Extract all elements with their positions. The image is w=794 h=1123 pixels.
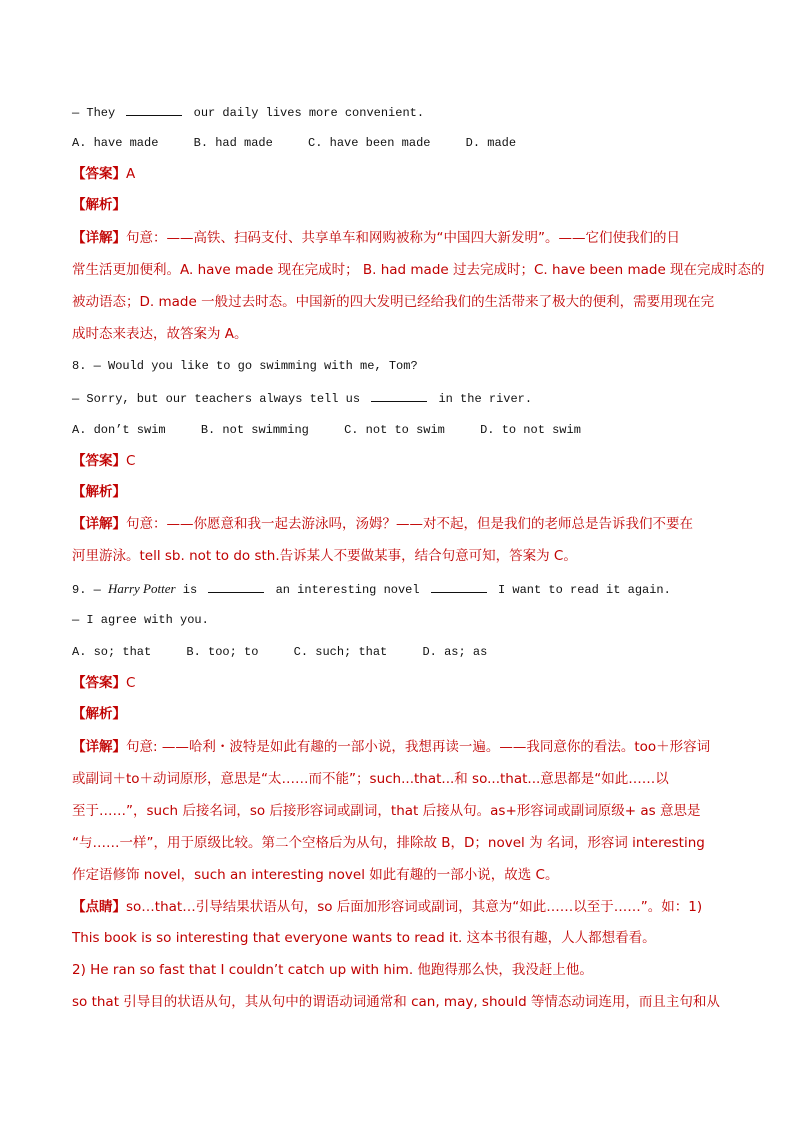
q8-option-a: A. don’t swim bbox=[72, 423, 166, 437]
q9-detail-4: “与……一样”，用于原级比较。第二个空格后为从句，排除故 B，D；novel 为 名词，形容词 interesting bbox=[72, 835, 705, 851]
detail-label: 【详解】 bbox=[72, 739, 126, 755]
q8-stem-1: 8. — Would you like to go swimming with me, Tom? bbox=[72, 359, 418, 373]
q9-detail-text-1: 句意: ——哈利・波特是如此有趣的一部小说，我想再读一遍。——我同意你的看法。too＋形容词 bbox=[126, 739, 711, 755]
q9-option-d: D. as; as bbox=[422, 645, 488, 659]
answer-label: 【答案】 bbox=[72, 166, 126, 182]
analysis-label: 【解析】 bbox=[72, 706, 126, 722]
q8-blank bbox=[371, 390, 427, 402]
q7-analysis bbox=[72, 197, 732, 213]
q9-stem-mid: an interesting novel bbox=[275, 583, 420, 597]
q8-detail-1 bbox=[72, 516, 732, 532]
analysis-label: 【解析】 bbox=[72, 484, 126, 500]
q8-detail-2: 河里游泳。tell sb. not to do sth.告诉某人不要做某事，结合句意可知，答案为 C。 bbox=[72, 548, 577, 564]
q7-stem-pre: — They bbox=[72, 106, 116, 120]
q9-option-b: B. too; to bbox=[186, 645, 259, 659]
q9-detail-2: 或副词＋to＋动词原形，意思是“太……而不能”；such...that...和 so...that...意思都是“如此……以 bbox=[72, 771, 669, 787]
q9-blank-2 bbox=[431, 581, 487, 593]
q9-option-a: A. so; that bbox=[72, 645, 152, 659]
q9-detail-5: 作定语修饰 novel，such an interesting novel 如此有趣的一部小说，故选 C。 bbox=[72, 867, 559, 883]
q9-analysis bbox=[72, 706, 732, 722]
q8-stem-2 bbox=[72, 390, 732, 407]
q9-option-c: C. such; that bbox=[293, 645, 388, 659]
q9-tip-1 bbox=[72, 899, 732, 915]
q9-detail-1 bbox=[72, 739, 732, 755]
q7-detail-text-1: 句意：——高铁、扫码支付、共享单车和网购被称为“中国四大新发明”。——它们使我们的日 bbox=[126, 230, 680, 246]
q7-detail-4: 成时态来表达，故答案为 A。 bbox=[72, 326, 248, 342]
q7-option-b: B. had made bbox=[193, 136, 273, 150]
tip-label: 【点睛】 bbox=[72, 899, 126, 915]
q9-blank-1 bbox=[208, 581, 264, 593]
q7-options bbox=[72, 135, 732, 151]
q9-answer-value: C bbox=[126, 675, 136, 691]
q8-stem-post: in the river. bbox=[438, 392, 533, 406]
q9-tip-3: 2) He ran so fast that I couldn’t catch up with him. 他跑得那么快，我没赶上他。 bbox=[72, 962, 593, 978]
q9-is: is bbox=[182, 583, 198, 597]
q8-stem-pre: — Sorry, but our teachers always tell us bbox=[72, 392, 361, 406]
q9-tip-2: This book is so interesting that everyone wants to read it. 这本书很有趣，人人都想看看。 bbox=[72, 930, 656, 946]
q7-blank bbox=[126, 104, 182, 116]
q7-option-a: A. have made bbox=[72, 136, 159, 150]
detail-label: 【详解】 bbox=[72, 516, 126, 532]
q7-option-c: C. have been made bbox=[308, 136, 431, 150]
q7-detail-3: 被动语态；D. made 一般过去时态。中国新的四大发明已经给我们的生活带来了极大的便利，需要用现在完 bbox=[72, 294, 715, 310]
q8-option-d: D. to not swim bbox=[480, 423, 581, 437]
q8-detail-text-1: 句意：——你愿意和我一起去游泳吗，汤姆？——对不起，但是我们的老师总是告诉我们不要在 bbox=[126, 516, 693, 532]
q9-tip-4: so that 引导目的状语从句，其从句中的谓语动词通常和 can, may, should 等情态动词连用，而且主句和从 bbox=[72, 994, 720, 1010]
q7-stem bbox=[72, 104, 732, 121]
q9-stem-post: I want to read it again. bbox=[498, 583, 671, 597]
q9-detail-3: 至于……”，such 后接名词，so 后接形容词或副词，that 后接从句。as+形容词或副词原级+ as 意思是 bbox=[72, 803, 701, 819]
detail-label: 【详解】 bbox=[72, 230, 126, 246]
q7-detail-1 bbox=[72, 230, 732, 246]
q7-detail-2: 常生活更加便利。A. have made 现在完成时； B. had made 过去完成时；C. have been made 现在完成时态的 bbox=[72, 262, 765, 278]
q9-answer bbox=[72, 675, 732, 691]
q7-stem-post: our daily lives more convenient. bbox=[193, 106, 425, 120]
q8-options bbox=[72, 422, 732, 438]
q9-tip-text-1: so…that…引导结果状语从句，so 后面加形容词或副词，其意为“如此……以至于……”。如：1) bbox=[126, 899, 703, 915]
q8-analysis bbox=[72, 484, 732, 500]
q7-answer bbox=[72, 166, 732, 182]
q7-option-d: D. made bbox=[465, 136, 517, 150]
q8-option-c: C. not to swim bbox=[344, 423, 445, 437]
q8-answer-value: C bbox=[126, 453, 136, 469]
analysis-label: 【解析】 bbox=[72, 197, 126, 213]
q9-stem-2: — I agree with you. bbox=[72, 613, 209, 627]
q8-option-b: B. not swimming bbox=[200, 423, 309, 437]
q9-stem-1 bbox=[72, 581, 732, 598]
q9-options bbox=[72, 644, 732, 660]
q9-number: 9. — bbox=[72, 583, 101, 597]
answer-label: 【答案】 bbox=[72, 675, 126, 691]
q7-answer-value: A bbox=[126, 166, 136, 182]
q8-answer bbox=[72, 453, 732, 469]
answer-label: 【答案】 bbox=[72, 453, 126, 469]
q9-book-title: Harry Potter bbox=[108, 581, 176, 596]
